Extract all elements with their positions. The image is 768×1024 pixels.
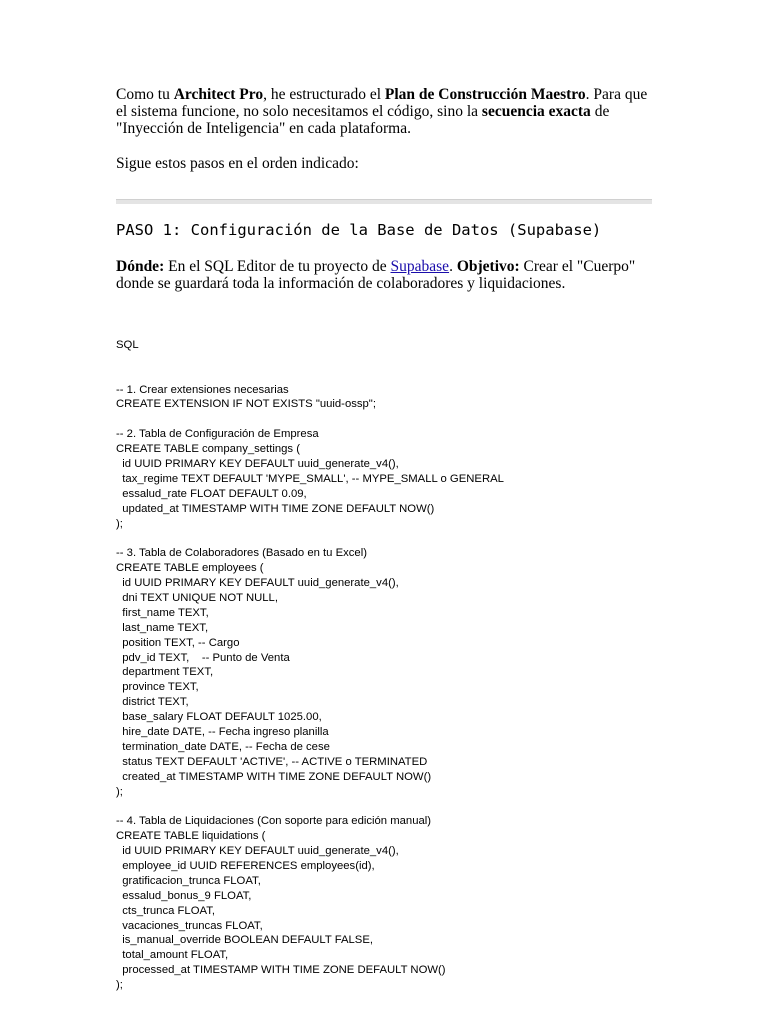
step-1-description <box>116 258 656 292</box>
code-line: status TEXT DEFAULT 'ACTIVE', -- ACTIVE o TERMINATED <box>116 755 428 768</box>
sql-code-block <box>116 308 504 1023</box>
code-language-label: SQL <box>116 338 139 351</box>
code-line: ); <box>116 785 123 798</box>
code-line: vacaciones_truncas FLOAT, <box>116 919 263 932</box>
objective-label: Objetivo: <box>456 258 520 275</box>
where-after: . <box>449 258 457 275</box>
code-line: department TEXT, <box>116 666 214 679</box>
code-line: province TEXT, <box>116 681 199 694</box>
supabase-link[interactable]: Supabase <box>390 258 450 275</box>
code-line: CREATE EXTENSION IF NOT EXISTS "uuid-ossp"; <box>116 398 376 411</box>
objective-text: Crear el "Cuerpo" donde se guardará toda la información de colaboradores y liquidaciones. <box>116 258 636 292</box>
code-line: pdv_id TEXT, -- Punto de Venta <box>116 651 290 664</box>
code-line: is_manual_override BOOLEAN DEFAULT FALSE, <box>116 934 374 947</box>
code-line: district TEXT, <box>116 696 189 709</box>
code-line <box>116 412 504 427</box>
code-line: hire_date DATE, -- Fecha ingreso planilla <box>116 726 329 738</box>
code-line <box>116 531 504 546</box>
intro-text-3: . Para que el sistema funcione, no solo necesitamos el código, sino la <box>116 86 648 120</box>
intro-text-4: de "Inyección de Inteligencia" en cada plataforma. <box>116 103 610 137</box>
code-line: ); <box>116 979 123 992</box>
code-line: -- 4. Tabla de Liquidaciones (Con soporte para edición manual) <box>116 815 432 828</box>
code-line: essalud_rate FLOAT DEFAULT 0.09, <box>116 487 307 500</box>
code-line: employee_id UUID REFERENCES employees(id), <box>116 860 375 873</box>
intro-text-1: Como tu <box>116 86 174 103</box>
step-1-heading: PASO 1: Configuración de la Base de Datos (Supabase) <box>116 221 602 239</box>
code-line: last_name TEXT, <box>116 621 209 634</box>
code-line: cts_trunca FLOAT, <box>116 904 215 917</box>
code-line: -- 1. Crear extensiones necesarias <box>116 383 289 396</box>
intro-bold-plan: Plan de Construcción Maestro <box>384 86 586 103</box>
code-line: gratificacion_trunca FLOAT, <box>116 874 261 887</box>
code-line: tax_regime TEXT DEFAULT 'MYPE_SMALL', -- MYPE_SMALL o GENERAL <box>116 472 504 485</box>
code-line: -- 3. Tabla de Colaboradores (Basado en tu Excel) <box>116 547 367 560</box>
code-line: dni TEXT UNIQUE NOT NULL, <box>116 591 278 604</box>
code-line: CREATE TABLE company_settings ( <box>116 443 300 456</box>
code-line: id UUID PRIMARY KEY DEFAULT uuid_generate_v4(), <box>116 457 399 470</box>
code-lines <box>116 383 504 994</box>
code-line: -- 2. Tabla de Configuración de Empresa <box>116 428 319 441</box>
intro-bold-architect: Architect Pro <box>173 86 264 103</box>
code-line: created_at TIMESTAMP WITH TIME ZONE DEFAULT NOW() <box>116 770 432 783</box>
code-line: id UUID PRIMARY KEY DEFAULT uuid_generate_v4(), <box>116 577 399 590</box>
code-line: ); <box>116 517 123 530</box>
code-line: updated_at TIMESTAMP WITH TIME ZONE DEFAULT NOW() <box>116 502 435 515</box>
steps-instruction: Sigue estos pasos en el orden indicado: <box>116 155 359 172</box>
code-line: id UUID PRIMARY KEY DEFAULT uuid_generate_v4(), <box>116 845 399 858</box>
code-line: CREATE TABLE liquidations ( <box>116 830 266 843</box>
code-line: base_salary FLOAT DEFAULT 1025.00, <box>116 711 322 724</box>
code-line: first_name TEXT, <box>116 606 209 619</box>
code-line: essalud_bonus_9 FLOAT, <box>116 889 252 902</box>
code-line: CREATE TABLE employees ( <box>116 562 264 575</box>
code-line: total_amount FLOAT, <box>116 949 229 962</box>
horizontal-divider <box>116 199 652 204</box>
intro-paragraph <box>116 86 656 137</box>
code-line <box>116 799 504 814</box>
code-line: position TEXT, -- Cargo <box>116 636 240 649</box>
intro-text-2: , he estructurado el <box>263 86 385 103</box>
where-text: En el SQL Editor de tu proyecto de <box>164 258 391 275</box>
intro-bold-sequence: secuencia exacta <box>481 103 591 120</box>
code-line: processed_at TIMESTAMP WITH TIME ZONE DEFAULT NOW() <box>116 964 446 977</box>
where-label: Dónde: <box>116 258 165 275</box>
code-line: termination_date DATE, -- Fecha de cese <box>116 740 330 753</box>
